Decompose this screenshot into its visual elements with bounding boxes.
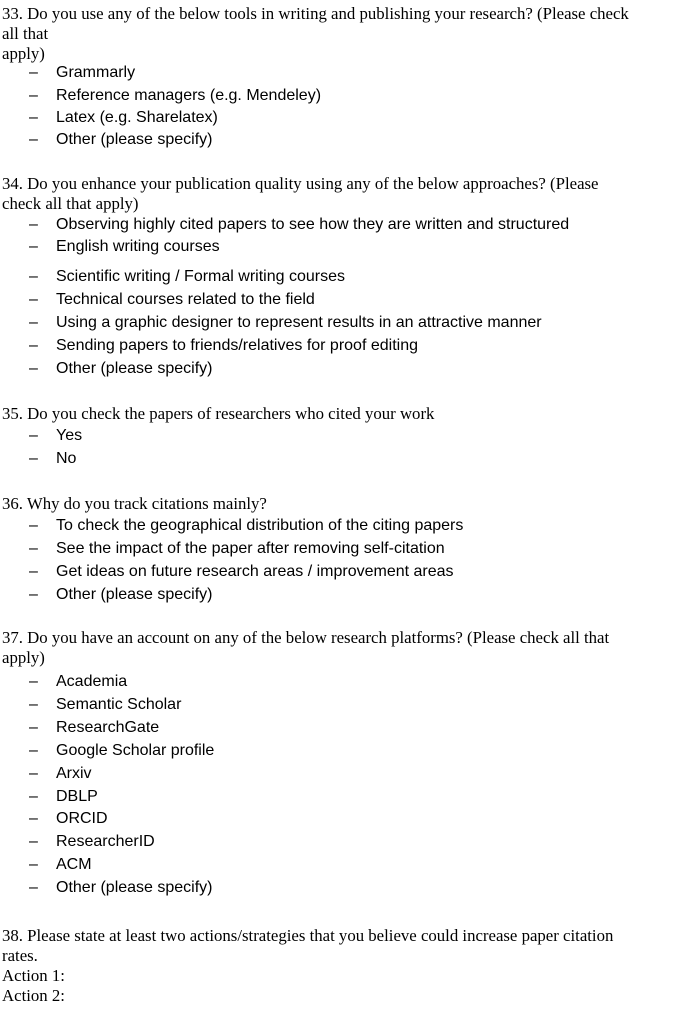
option-label: DBLP (56, 788, 98, 805)
dash-bullet: – (29, 238, 38, 255)
option-academia[interactable] (0, 671, 127, 693)
option-label: Other (please specify) (56, 131, 213, 148)
dash-bullet: – (29, 216, 38, 233)
dash-bullet: – (29, 586, 38, 603)
option-label: English writing courses (56, 238, 220, 255)
dash-bullet: – (29, 268, 38, 285)
option-label: Arxiv (56, 765, 92, 782)
question-text-line: 37. Do you have an account on any of the below research platforms? (Please check all that (2, 628, 610, 647)
option-researchgate[interactable] (0, 717, 159, 739)
dash-bullet: – (29, 696, 38, 713)
dash-bullet: – (29, 856, 38, 873)
dash-bullet: – (29, 879, 38, 896)
dash-bullet: – (29, 109, 38, 126)
option-grammarly[interactable] (0, 62, 135, 84)
dash-bullet: – (29, 788, 38, 805)
option-label: ORCID (56, 810, 108, 827)
question-text-line: 34. Do you enhance your publication quality using any of the below approaches? (Please (2, 174, 599, 193)
option-label: Observing highly cited papers to see how they are written and structured (56, 216, 570, 233)
option-semantic-scholar[interactable] (0, 694, 181, 716)
question-text-line: 33. Do you use any of the below tools in writing and publishing your research? (Please check (2, 4, 629, 23)
option-scientific-writing[interactable] (0, 266, 345, 288)
question-34-text (2, 174, 683, 214)
option-impact-without-self-citation[interactable] (0, 538, 445, 560)
option-other[interactable] (0, 358, 213, 380)
dash-bullet: – (29, 87, 38, 104)
question-37-text (2, 628, 683, 668)
option-acm[interactable] (0, 854, 92, 876)
option-other[interactable] (0, 129, 213, 151)
dash-bullet: – (29, 291, 38, 308)
option-label: Other (please specify) (56, 360, 213, 377)
dash-bullet: – (29, 360, 38, 377)
question-36-text (2, 494, 683, 514)
option-label: Google Scholar profile (56, 742, 215, 759)
dash-bullet: – (29, 742, 38, 759)
dash-bullet: – (29, 131, 38, 148)
option-observing-highly-cited[interactable] (0, 214, 569, 236)
dash-bullet: – (29, 517, 38, 534)
option-yes[interactable] (0, 425, 82, 447)
option-label: No (56, 450, 77, 467)
option-latex[interactable] (0, 107, 218, 129)
option-geographical-distribution[interactable] (0, 515, 463, 537)
option-english-writing-courses[interactable] (0, 236, 220, 258)
option-label: Get ideas on future research areas / improvement areas (56, 563, 454, 580)
dash-bullet: – (29, 719, 38, 736)
option-orcid[interactable] (0, 808, 108, 830)
option-label: To check the geographical distribution of the citing papers (56, 517, 464, 534)
option-label: Semantic Scholar (56, 696, 182, 713)
option-future-research-ideas[interactable] (0, 561, 454, 583)
option-label: Academia (56, 673, 128, 690)
option-other[interactable] (0, 584, 213, 606)
option-graphic-designer[interactable] (0, 312, 542, 334)
option-label: Scientific writing / Formal writing courses (56, 268, 345, 285)
option-proof-editing[interactable] (0, 335, 418, 357)
question-text-line: 35. Do you check the papers of researchers who cited your work (2, 404, 435, 423)
question-38-text (2, 926, 683, 966)
question-text-line: check all that apply) (2, 194, 139, 213)
option-google-scholar-profile[interactable] (0, 740, 214, 762)
option-label: See the impact of the paper after removing self-citation (56, 540, 445, 557)
option-label: Using a graphic designer to represent results in an attractive manner (56, 314, 542, 331)
dash-bullet: – (29, 540, 38, 557)
option-label: Other (please specify) (56, 586, 213, 603)
action-2-field[interactable]: Action 2: (2, 986, 65, 1005)
option-label: ACM (56, 856, 92, 873)
option-label: Grammarly (56, 64, 136, 81)
question-text-line: apply) (2, 648, 45, 667)
dash-bullet: – (29, 427, 38, 444)
option-researcherid[interactable] (0, 831, 155, 853)
option-no[interactable] (0, 448, 76, 470)
dash-bullet: – (29, 314, 38, 331)
dash-bullet: – (29, 810, 38, 827)
option-arxiv[interactable] (0, 763, 92, 785)
dash-bullet: – (29, 765, 38, 782)
option-label: Other (please specify) (56, 879, 213, 896)
question-text-line: 36. Why do you track citations mainly? (2, 494, 267, 513)
question-text-line: 38. Please state at least two actions/strategies that you believe could increase paper citation (2, 926, 614, 945)
option-label: Latex (e.g. Sharelatex) (56, 109, 218, 126)
dash-bullet: – (29, 450, 38, 467)
dash-bullet: – (29, 563, 38, 580)
option-other[interactable] (0, 877, 213, 899)
question-text-line: rates. (2, 946, 38, 965)
dash-bullet: – (29, 673, 38, 690)
dash-bullet: – (29, 64, 38, 81)
question-text-line: all that (2, 24, 49, 43)
question-33-text (2, 4, 683, 64)
option-label: ResearchGate (56, 719, 160, 736)
option-dblp[interactable] (0, 786, 98, 808)
option-label: Technical courses related to the field (56, 291, 315, 308)
option-label: Yes (56, 427, 83, 444)
dash-bullet: – (29, 337, 38, 354)
action-1-field[interactable]: Action 1: (2, 966, 65, 985)
option-label: ResearcherID (56, 833, 155, 850)
option-label: Sending papers to friends/relatives for proof editing (56, 337, 418, 354)
option-technical-courses[interactable] (0, 289, 315, 311)
dash-bullet: – (29, 833, 38, 850)
question-35-text (2, 404, 683, 424)
option-reference-managers[interactable] (0, 85, 321, 107)
option-label: Reference managers (e.g. Mendeley) (56, 87, 322, 104)
question-text-line: apply) (2, 44, 45, 63)
